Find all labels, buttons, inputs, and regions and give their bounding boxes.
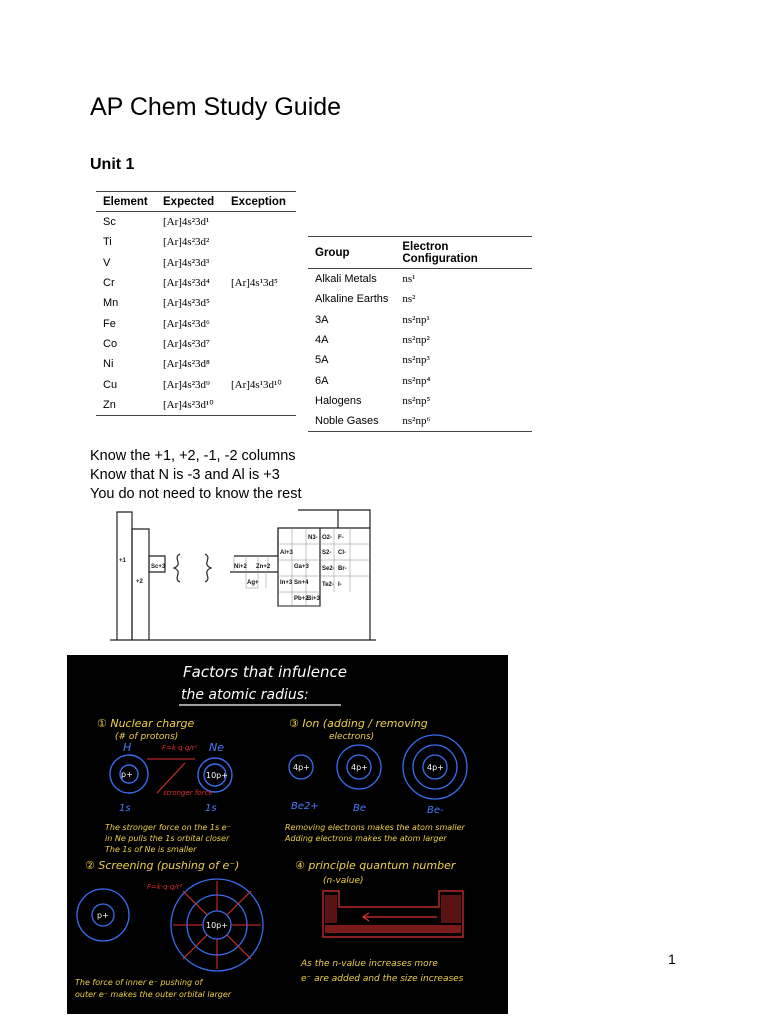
- diagram-label: H: [123, 741, 132, 754]
- element-symbol-cell: V: [103, 256, 111, 269]
- group-name-cell: 3A: [315, 313, 329, 326]
- force-label: stronger force: [163, 789, 213, 797]
- col-header-group: Group: [308, 237, 395, 269]
- ptable-label: +2: [136, 579, 143, 585]
- table-row: [96, 253, 296, 273]
- group-config-table: [308, 236, 532, 432]
- factors-title-line1: Factors that infulence: [183, 663, 347, 681]
- ptable-label: Ni+2: [234, 564, 247, 570]
- note-line: You do not need to know the rest: [90, 486, 302, 502]
- exception-config-cell: [224, 212, 296, 233]
- diagram-label: Ne: [209, 741, 224, 754]
- group-name-cell: 5A: [315, 354, 329, 367]
- ptable-label: Sc+3: [151, 564, 166, 570]
- group-config-cell: ns²np²: [402, 334, 430, 347]
- group-config-cell: ns²np³: [402, 354, 430, 367]
- table-row: [96, 293, 296, 313]
- group-name-cell: Alkali Metals: [315, 273, 377, 286]
- exception-config-cell: [224, 232, 296, 252]
- group-name-cell: 4A: [315, 334, 329, 347]
- ptable-label: N3-: [308, 535, 318, 541]
- table-row: [96, 354, 296, 374]
- exception-config-cell: [Ar]4s¹3d¹⁰: [231, 379, 282, 392]
- nucleus-label: 4p+: [293, 763, 310, 772]
- ptable-label: Al+3: [280, 550, 293, 556]
- exception-config-cell: [Ar]4s¹3d⁵: [231, 277, 278, 290]
- ptable-label: Cl-: [338, 550, 346, 556]
- nucleus-label: p+: [121, 770, 133, 779]
- caption-line: As the n-value increases more: [301, 959, 438, 969]
- ptable-label: Br-: [338, 566, 347, 572]
- element-symbol-cell: Mn: [103, 297, 119, 310]
- factors-title-line2: the atomic radius:: [181, 687, 309, 703]
- exception-config-cell: [224, 395, 296, 416]
- expected-config-cell: [Ar]4s²3d³: [163, 256, 210, 269]
- exception-config-cell: [224, 253, 296, 273]
- expected-config-cell: [Ar]4s²3d⁵: [163, 297, 210, 310]
- group-name-cell: Alkaline Earths: [315, 293, 389, 306]
- table-row: [96, 232, 296, 252]
- col-header-electron-configuration: Electron Configuration: [395, 237, 532, 269]
- expected-config-cell: [Ar]4s²3d⁹: [163, 378, 210, 391]
- caption-line: Adding electrons makes the atom larger: [285, 834, 447, 843]
- ptable-label: F-: [338, 535, 344, 541]
- table-row: [96, 374, 296, 394]
- exception-config-cell: [224, 313, 296, 333]
- table-row: [96, 212, 296, 233]
- table-row: [308, 269, 532, 290]
- caption-line: outer e⁻ makes the outer orbital larger: [75, 990, 232, 999]
- group-config-cell: ns²np¹: [402, 313, 430, 326]
- orbital-label: 1s: [205, 803, 217, 814]
- table-row: [308, 370, 532, 390]
- element-symbol-cell: Ti: [103, 236, 112, 249]
- expected-config-cell: [Ar]4s²3d²: [163, 236, 210, 249]
- note-line: Know that N is -3 and Al is +3: [90, 467, 280, 483]
- group-config-cell: ns²np⁵: [402, 394, 431, 407]
- element-symbol-cell: Zn: [96, 395, 156, 416]
- expected-config-cell: [Ar]4s²3d⁴: [163, 277, 210, 290]
- expected-config-cell: [Ar]4s²3d⁸: [163, 358, 210, 371]
- group-config-cell: ns²: [402, 293, 416, 306]
- ptable-label: +1: [119, 558, 126, 564]
- caption-line: The force of inner e⁻ pushing of: [75, 978, 203, 987]
- caption-line: The 1s of Ne is smaller: [105, 845, 197, 854]
- table-row: [308, 310, 532, 330]
- ptable-label: S2-: [322, 550, 332, 556]
- table-row: [308, 411, 532, 432]
- ptable-label: Se2-: [322, 566, 335, 572]
- atomic-radius-factors-image: [67, 655, 508, 1014]
- ptable-label: Te2-: [322, 582, 334, 588]
- ptable-label: Zn+2: [256, 564, 271, 570]
- exception-config-cell: [224, 354, 296, 374]
- element-symbol-cell: Cr: [103, 277, 115, 290]
- ptable-label: Ag+: [247, 580, 259, 586]
- group-name-cell: Halogens: [315, 394, 362, 407]
- ptable-label: Bi+3: [307, 596, 320, 602]
- ion-label: Be: [353, 803, 367, 814]
- table-row: [96, 313, 296, 333]
- exception-config-cell: [224, 334, 296, 354]
- unit-heading: Unit 1: [90, 156, 135, 173]
- expected-config-cell: [Ar]4s²3d¹⁰: [156, 395, 224, 416]
- expected-config-cell: [Ar]4s²3d¹: [163, 216, 210, 229]
- caption-line: The stronger force on the 1s e⁻: [105, 823, 231, 832]
- nucleus-label: p+: [97, 911, 109, 920]
- element-config-table: [96, 191, 296, 416]
- caption-line: e⁻ are added and the size increases: [301, 974, 464, 984]
- section-subheading: (n-value): [323, 876, 364, 886]
- ptable-label: O2-: [322, 535, 333, 541]
- group-name-cell: 6A: [315, 374, 329, 387]
- ptable-label: Pb+2: [294, 596, 309, 602]
- nucleus-label: 10p+: [206, 921, 228, 930]
- page-number: 1: [668, 951, 676, 967]
- col-header-element: Element: [96, 192, 156, 212]
- section-heading: ④ principle quantum number: [295, 859, 456, 872]
- table-row: [308, 289, 532, 309]
- ptable-label: Sn+4: [294, 580, 309, 586]
- element-symbol-cell: Co: [103, 337, 118, 350]
- col-header-exception: Exception: [224, 192, 296, 212]
- formula-label: F=k·q·q/r²: [162, 744, 198, 752]
- table-row: [308, 330, 532, 350]
- exception-config-cell: [224, 293, 296, 313]
- table-row: [308, 391, 532, 411]
- section-heading: ③ Ion (adding / removing: [289, 717, 428, 730]
- section-heading: ② Screening (pushing of e⁻): [85, 859, 240, 872]
- ion-label: Be-: [427, 805, 444, 816]
- formula-label: F=k·q·q/r²: [147, 883, 183, 891]
- caption-line: Removing electrons makes the atom smaller: [285, 823, 465, 832]
- element-symbol-cell: Sc: [103, 216, 116, 229]
- group-config-cell: ns¹: [402, 273, 416, 286]
- nucleus-label: 10p+: [206, 771, 228, 780]
- document-title: AP Chem Study Guide: [90, 93, 342, 121]
- group-name-cell: Noble Gases: [308, 411, 395, 432]
- section-heading: ① Nuclear charge: [97, 717, 195, 730]
- ptable-label: I-: [338, 582, 342, 588]
- element-symbol-cell: Fe: [103, 317, 116, 330]
- section-subheading: electrons): [329, 732, 375, 742]
- ptable-label: Ga+3: [294, 564, 309, 570]
- orbital-label: 1s: [119, 803, 131, 814]
- nucleus-label: 4p+: [351, 763, 368, 772]
- col-header-expected: Expected: [156, 192, 224, 212]
- element-symbol-cell: Ni: [103, 358, 114, 371]
- table-row: [96, 273, 296, 293]
- element-symbol-cell: Cu: [103, 378, 118, 391]
- caption-line: in Ne pulls the 1s orbital closer: [105, 834, 230, 843]
- expected-config-cell: [Ar]4s²3d⁷: [163, 337, 210, 350]
- table-row: [96, 334, 296, 354]
- group-config-cell: ns²np⁴: [402, 374, 431, 387]
- table-row: [308, 350, 532, 370]
- section-subheading: (# of protons): [115, 732, 179, 742]
- table-row: [96, 395, 296, 416]
- note-line: Know the +1, +2, -1, -2 columns: [90, 448, 296, 464]
- ptable-label: In+3: [280, 580, 293, 586]
- periodic-table-sketch: [110, 508, 376, 644]
- expected-config-cell: [Ar]4s²3d⁶: [163, 317, 210, 330]
- ion-label: Be2+: [291, 801, 319, 812]
- group-config-cell: ns²np⁶: [395, 411, 532, 432]
- nucleus-label: 4p+: [427, 763, 444, 772]
